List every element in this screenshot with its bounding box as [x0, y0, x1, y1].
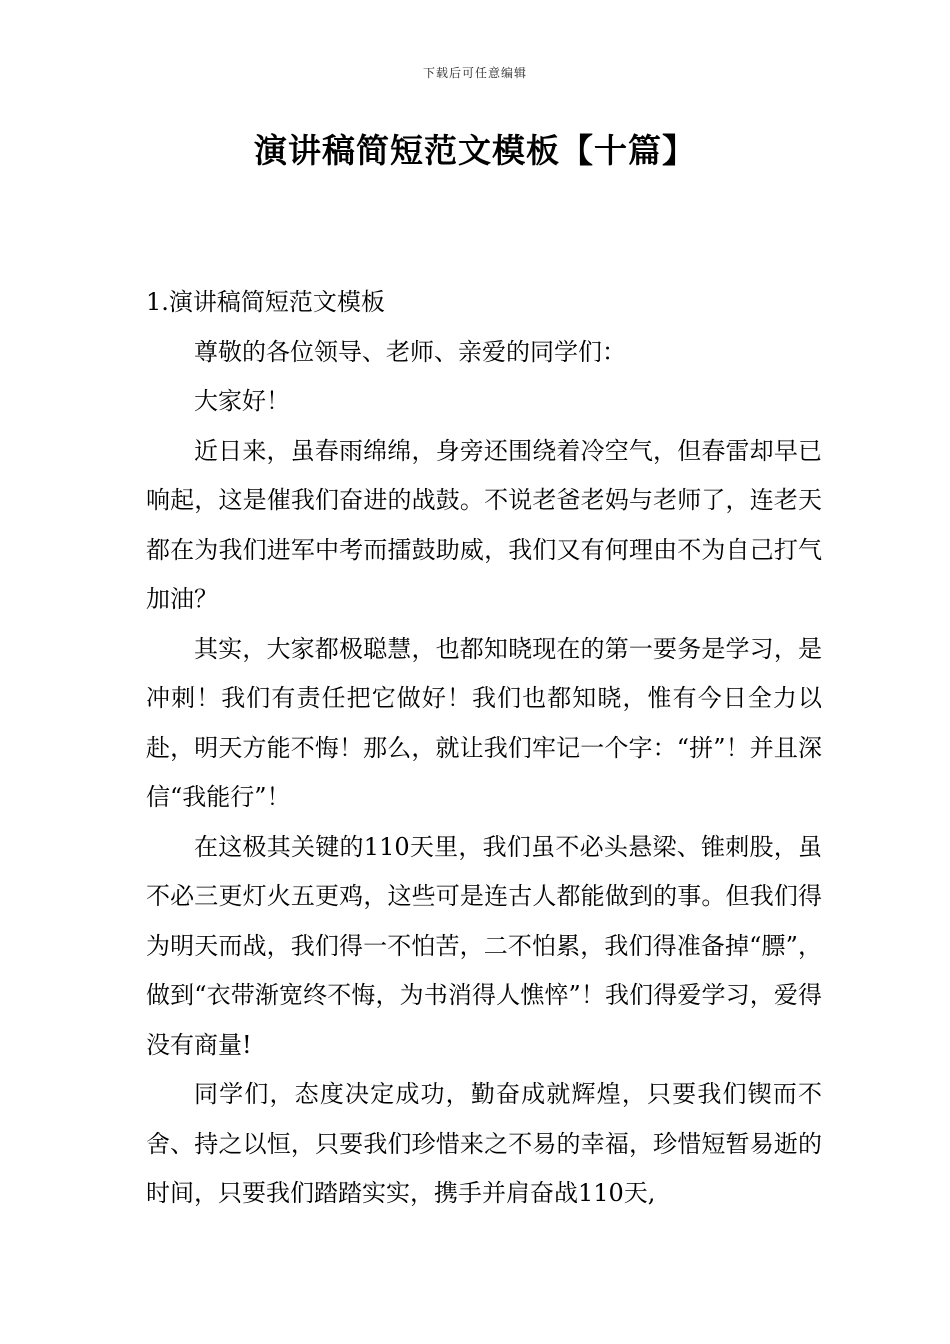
document-title: 演讲稿简短范文模板【十篇】 — [254, 131, 696, 170]
body-paragraph: 近日来，虽春雨绵绵，身旁还围绕着冷空气，但春雷却早已响起，这是催我们奋进的战鼓。不说老爸老妈与老师了，连老天都在为我们进军中考而擂鼓助威，我们又有何理由不为自己打气加油？ — [146, 436, 822, 613]
body-paragraph: 同学们，态度决定成功，勤奋成就辉煌，只要我们锲而不舍、持之以恒，只要我们珍惜来之不易的幸福，珍惜短暂易逝的时间，只要我们踏踏实实，携手并肩奋战110天, — [146, 1080, 822, 1207]
download-note: 下载后可任意编辑 — [422, 66, 527, 80]
body-paragraph: 在这极其关键的110天里，我们虽不必头悬梁、锥刺股，虽不必三更灯火五更鸡，这些可是连古人都能做到的事。但我们得为明天而战，我们得一不怕苦，二不怕累，我们得准备掉“膘”，做到“衣带渐宽终不悔，为书消得人憔悴”！我们得爱学习，爱得没有商量! — [146, 832, 822, 1059]
document-body — [146, 278, 822, 1219]
salutation-paragraph: 尊敬的各位领导、老师、亲爱的同学们： — [194, 337, 626, 366]
body-paragraph: 其实，大家都极聪慧，也都知晓现在的第一要务是学习，是冲刺！我们有责任把它做好！我们也都知晓，惟有今日全力以赴，明天方能不悔！那么，就让我们牢记一个字：“拼”！并且深信“我能行”！ — [146, 634, 822, 811]
greeting-paragraph: 大家好！ — [194, 387, 290, 415]
section-heading: 1.演讲稿简短范文模板 — [146, 288, 385, 316]
